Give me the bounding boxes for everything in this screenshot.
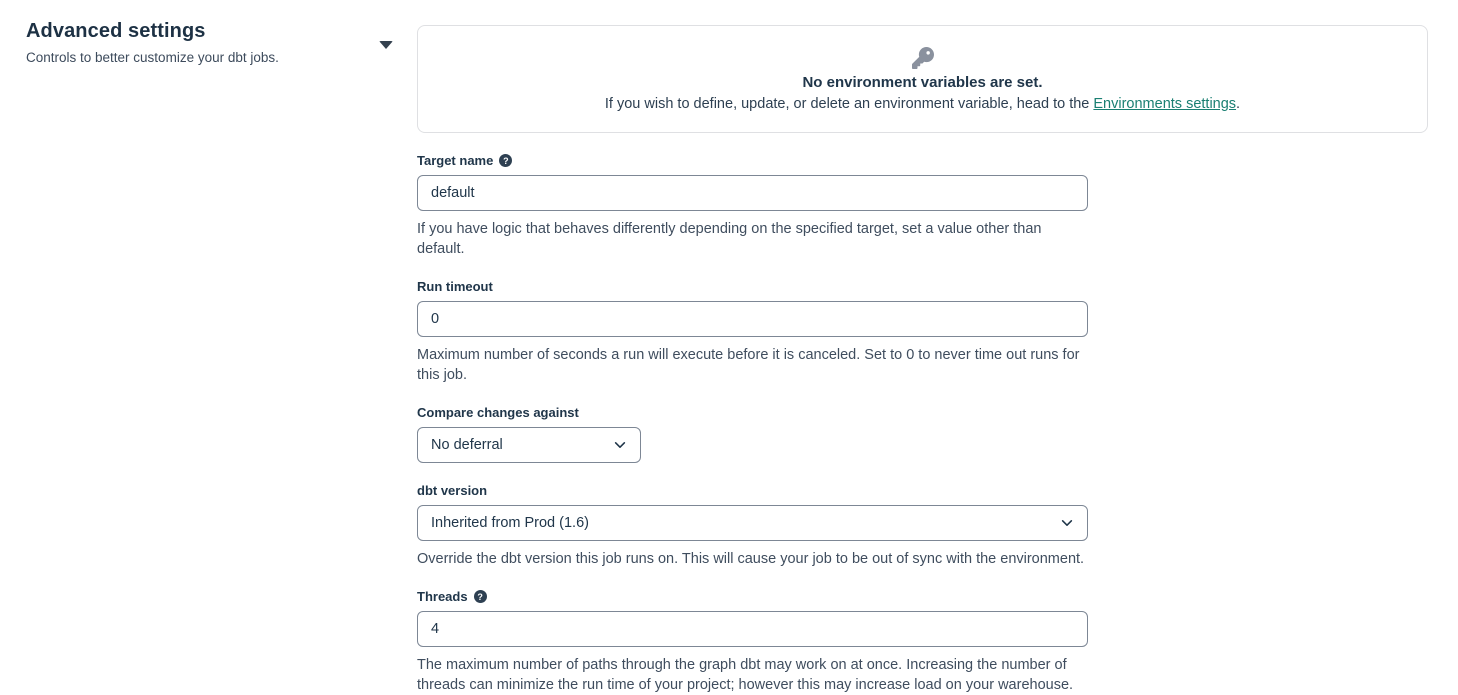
target-name-label: Target name bbox=[417, 153, 494, 168]
target-name-label-row bbox=[417, 153, 1088, 168]
env-banner-title: No environment variables are set. bbox=[802, 73, 1043, 91]
field-compare-changes bbox=[417, 405, 1088, 463]
dbt-version-label-row bbox=[417, 483, 1088, 498]
page-subtitle: Controls to better customize your dbt jobs. bbox=[26, 50, 279, 65]
chevron-down-icon bbox=[613, 438, 627, 452]
threads-input[interactable] bbox=[417, 611, 1088, 647]
help-icon[interactable] bbox=[499, 154, 512, 167]
key-icon bbox=[912, 47, 934, 69]
settings-form bbox=[417, 25, 1428, 695]
chevron-down-icon bbox=[1060, 516, 1074, 530]
triangle-down-icon bbox=[379, 41, 393, 49]
dbt-version-helper-text: Override the dbt version this job runs on. This will cause your job to be out of sync with the environment. bbox=[417, 551, 1085, 567]
field-threads bbox=[417, 589, 1088, 695]
target-name-input[interactable] bbox=[417, 175, 1088, 211]
field-dbt-version bbox=[417, 483, 1088, 569]
run-timeout-input[interactable] bbox=[417, 301, 1088, 337]
compare-changes-select[interactable] bbox=[417, 427, 641, 463]
run-timeout-label: Run timeout bbox=[417, 279, 493, 294]
help-icon[interactable] bbox=[474, 590, 487, 603]
env-banner-message-prefix: If you wish to define, update, or delete an environment variable, head to the bbox=[604, 95, 1094, 112]
section-collapse-button[interactable] bbox=[374, 36, 398, 54]
field-target-name bbox=[417, 153, 1088, 259]
run-timeout-helper-text: Maximum number of seconds a run will execute before it is canceled. Set to 0 to never time out runs for this job. bbox=[417, 347, 1080, 383]
compare-changes-label-row bbox=[417, 405, 1088, 420]
run-timeout-label-row bbox=[417, 279, 1088, 294]
page-title: Advanced settings bbox=[26, 20, 206, 42]
env-banner-message-suffix: . bbox=[1236, 95, 1241, 112]
dbt-version-label: dbt version bbox=[417, 483, 488, 498]
target-name-helper-text: If you have logic that behaves differently depending on the specified target, set a value other than default. bbox=[417, 221, 1042, 257]
env-banner-message bbox=[605, 96, 1240, 112]
environments-settings-link[interactable]: Environments settings bbox=[1093, 95, 1237, 112]
threads-label: Threads bbox=[417, 589, 468, 604]
threads-label-row bbox=[417, 589, 1088, 604]
threads-helper-text: The maximum number of paths through the graph dbt may work on at once. Increasing the number of threads can minimize the run time of your project; however this may increase load on your warehouse. bbox=[417, 657, 1074, 693]
section-header bbox=[26, 20, 366, 65]
dbt-version-select[interactable] bbox=[417, 505, 1088, 541]
compare-changes-label: Compare changes against bbox=[417, 405, 579, 420]
dbt-version-selected-value: Inherited from Prod (1.6) bbox=[431, 515, 589, 531]
env-variables-banner bbox=[417, 25, 1428, 133]
field-run-timeout bbox=[417, 279, 1088, 385]
compare-changes-selected-value: No deferral bbox=[431, 437, 503, 453]
